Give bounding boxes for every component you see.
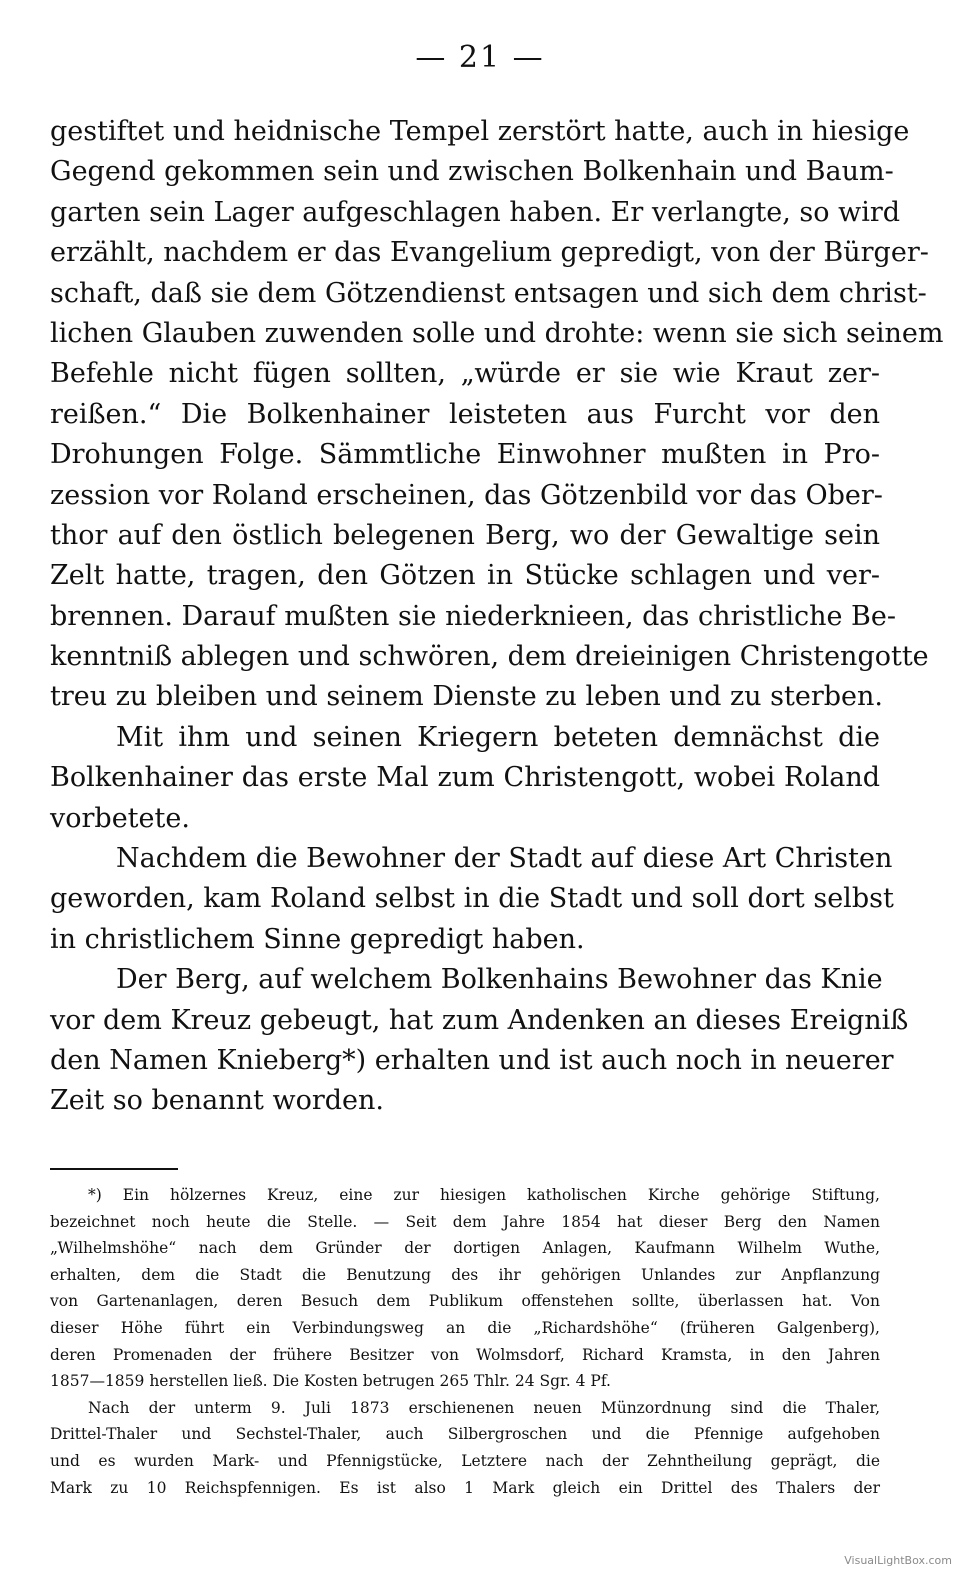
paragraph-1 <box>50 112 944 718</box>
footnote-line: Nach der unterm 9. Juli 1873 erschienenen neuen Münzordnung sind die Thaler, <box>88 1398 880 1417</box>
footnote-line: und es wurden Mark- und Pfennigstücke, Letztere nach der Zehntheilung geprägt, die <box>50 1451 880 1470</box>
text-line: Bolkenhainer das erste Mal zum Christengott, wobei Roland <box>50 762 880 794</box>
text-line: in christlichem Sinne gepredigt haben. <box>50 923 585 955</box>
text-line: vor dem Kreuz gebeugt, hat zum Andenken an dieses Ereigniß <box>50 1004 909 1036</box>
text-line: lichen Glauben zuwenden solle und drohte: wenn sie sich seinem <box>50 317 944 349</box>
body-text <box>50 112 944 1122</box>
text-line: zession vor Roland erscheinen, das Götzenbild vor das Ober- <box>50 479 883 511</box>
text-line: schaft, daß sie dem Götzendienst entsagen und sich dem christ- <box>50 277 927 309</box>
footnote-line: erhalten, dem die Stadt die Benutzung des ihr gehörigen Unlandes zur Anpflanzung <box>50 1265 880 1284</box>
paragraph-3 <box>50 839 894 960</box>
page-number: — 21 — <box>415 40 545 75</box>
watermark: VisualLightBox.com <box>844 1554 952 1567</box>
footnotes <box>50 1182 880 1501</box>
text-line: geworden, kam Roland selbst in die Stadt und soll dort selbst <box>50 883 894 915</box>
text-line: Zelt hatte, tragen, den Götzen in Stücke schlagen und ver- <box>50 560 880 592</box>
text-line: den Namen Knieberg*) erhalten und ist auch noch in neuerer <box>50 1044 894 1076</box>
text-line: thor auf den östlich belegenen Berg, wo der Gewaltige sein <box>50 519 880 551</box>
footnote-line: „Wilhelmshöhe“ nach dem Gründer der dortigen Anlagen, Kaufmann Wilhelm Wuthe, <box>50 1239 880 1258</box>
text-line: brennen. Darauf mußten sie niederknieen, das christliche Be- <box>50 600 897 632</box>
footnote-1 <box>50 1182 880 1395</box>
footnote-2 <box>50 1395 880 1501</box>
footnote-rule <box>50 1168 178 1170</box>
text-line: Befehle nicht fügen sollten, „würde er sie wie Kraut zer- <box>50 358 880 390</box>
footnote-line: Drittel-Thaler und Sechstel-Thaler, auch Silbergroschen und die Pfennige aufgehoben <box>50 1425 880 1444</box>
text-line: Mit ihm und seinen Kriegern beteten demnächst die <box>116 721 880 753</box>
text-line: kenntniß ablegen und schwören, dem dreieinigen Christengotte <box>50 641 929 673</box>
paragraph-4 <box>50 960 909 1122</box>
footnote-line: deren Promenaden der frühere Besitzer von Wolmsdorf, Richard Kramsta, in den Jahren <box>50 1345 880 1364</box>
text-line: treu zu bleiben und seinem Dienste zu leben und zu sterben. <box>50 681 883 713</box>
footnote-line: 1857—1859 herstellen ließ. Die Kosten betrugen 265 Thlr. 24 Sgr. 4 Pf. <box>50 1372 611 1391</box>
text-line: vorbetete. <box>50 802 190 834</box>
text-line: Nachdem die Bewohner der Stadt auf diese Art Christen <box>116 843 893 875</box>
text-line: erzählt, nachdem er das Evangelium gepredigt, von der Bürger- <box>50 237 929 269</box>
text-line: reißen.“ Die Bolkenhainer leisteten aus Furcht vor den <box>50 398 880 430</box>
text-line: Zeit so benannt worden. <box>50 1085 384 1117</box>
text-line: Der Berg, auf welchem Bolkenhains Bewohner das Knie <box>116 964 883 996</box>
footnote-line: *) Ein hölzernes Kreuz, eine zur hiesigen katholischen Kirche gehörige Stiftung, <box>88 1186 880 1204</box>
footnote-line: bezeichnet noch heute die Stelle. — Seit dem Jahre 1854 hat dieser Berg den Namen <box>50 1212 880 1231</box>
text-line: Drohungen Folge. Sämmtliche Einwohner mußten in Pro- <box>50 439 880 471</box>
text-line: garten sein Lager aufgeschlagen haben. Er verlangte, so wird <box>50 196 901 228</box>
footnote-line: von Gartenanlagen, deren Besuch dem Publikum offenstehen sollte, überlassen hat. Von <box>50 1292 880 1311</box>
footnote-line: Mark zu 10 Reichspfennigen. Es ist also 1 Mark gleich ein Drittel des Thalers der <box>50 1478 880 1497</box>
paragraph-2 <box>50 718 880 839</box>
footnote-line: dieser Höhe führt ein Verbindungsweg an die „Richardshöhe“ (früheren Galgenberg), <box>50 1318 880 1337</box>
text-line: gestiftet und heidnische Tempel zerstört hatte, auch in hiesige <box>50 116 910 147</box>
text-line: Gegend gekommen sein und zwischen Bolkenhain und Baum- <box>50 156 894 188</box>
